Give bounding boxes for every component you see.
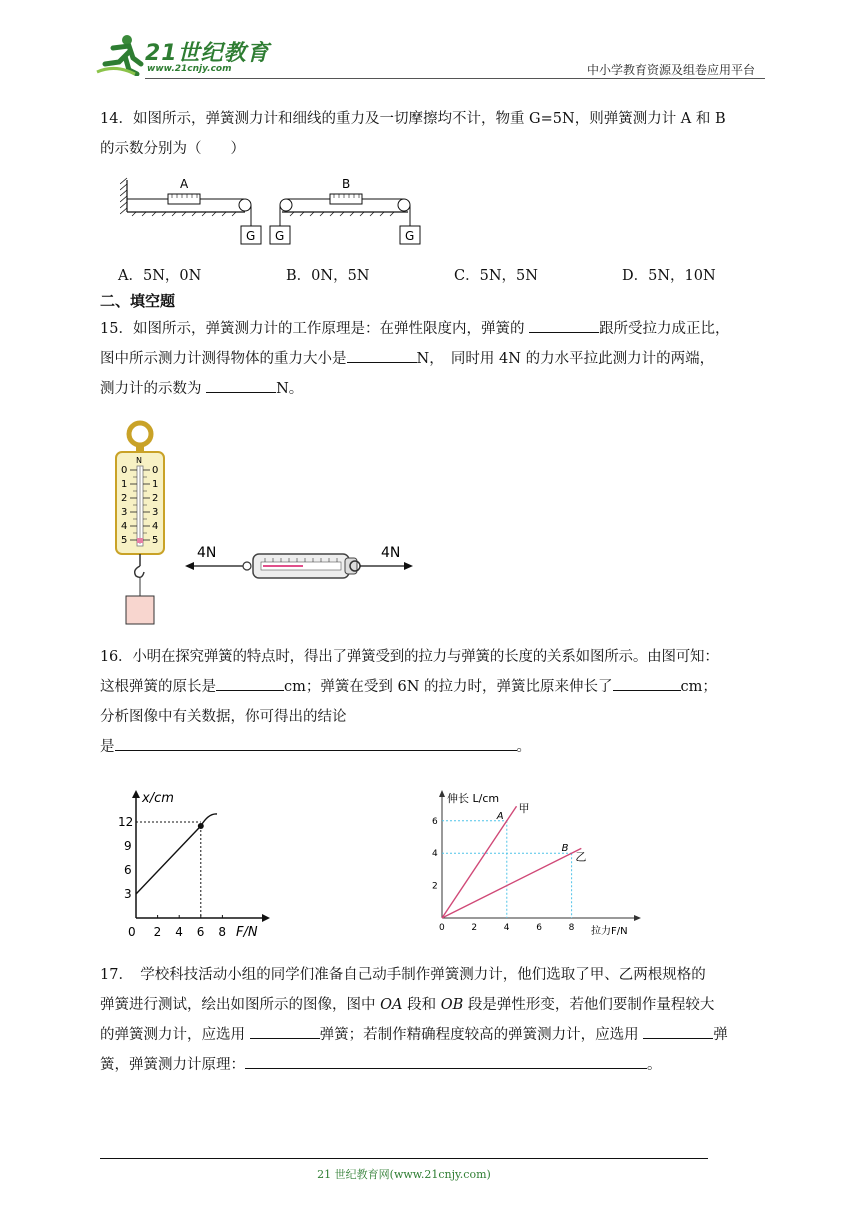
point-label-b: B xyxy=(561,843,569,855)
x-axis-label: F/N xyxy=(236,925,258,940)
x-tick-label: 4 xyxy=(175,925,183,939)
q16-line3: 分析图像中有关数据，你可得出的结论 xyxy=(100,709,347,725)
y-axis-label: 伸长 L/cm xyxy=(447,792,500,805)
footer-rule xyxy=(100,1158,708,1159)
series-jia-line xyxy=(442,806,517,918)
q16-blank-3[interactable] xyxy=(115,734,517,751)
q15-line3b: N。 xyxy=(276,381,304,397)
x-tick-label: 8 xyxy=(218,925,227,939)
scale-left-2: 2 xyxy=(121,493,128,504)
x-tick-label: 0 xyxy=(439,923,445,933)
scale-right-4: 4 xyxy=(152,521,159,532)
x-tick-label: 4 xyxy=(503,923,510,933)
x-tick-label: 2 xyxy=(471,923,478,933)
q14-option-a[interactable]: A．5N，0N xyxy=(118,268,202,284)
q16-line1: 16．小明在探究弹簧的特点时，得出了弹簧受到的拉力与弹簧的长度的关系如图所示。由图可知： xyxy=(100,649,719,665)
q15-line1b: 跟所受拉力成正比， xyxy=(599,321,730,337)
y-axis-arrow xyxy=(439,790,445,797)
q17-ob: OB xyxy=(440,997,464,1013)
q15-blank-1[interactable] xyxy=(529,316,599,333)
q17-line2a: 弹簧进行测试，绘出如图所示的图像，图中 xyxy=(100,997,376,1013)
y-tick-label: 3 xyxy=(124,887,132,901)
scale-unit: N xyxy=(136,456,142,465)
q16-line4b: 。 xyxy=(516,739,531,755)
vertical-spring-scale xyxy=(110,420,170,626)
scale-right-5: 5 xyxy=(152,535,159,546)
q14-option-d[interactable]: D．5N，10N xyxy=(622,268,716,284)
series-name-jia: 甲 xyxy=(518,802,530,816)
q17-line3c: 弹 xyxy=(713,1027,728,1043)
q17-oa: OA xyxy=(380,997,403,1013)
q16-blank-2[interactable] xyxy=(613,674,681,691)
weight-g-2: G xyxy=(275,229,285,243)
y-tick-label: 12 xyxy=(118,815,134,829)
scale-right-2: 2 xyxy=(152,493,159,504)
y-axis-arrow xyxy=(132,790,140,798)
q17-line3b: 弹簧；若制作精确程度较高的弹簧测力计，应选用 xyxy=(319,1027,639,1043)
y-tick-label: 6 xyxy=(124,863,132,877)
q14-option-c[interactable]: C．5N，5N xyxy=(454,268,538,284)
chart-spring-length xyxy=(118,782,278,942)
force-right-label: 4N xyxy=(381,545,401,561)
q17-line4a: 簧，弹簧测力计原理： xyxy=(100,1057,245,1073)
y-tick-label: 6 xyxy=(432,816,438,827)
header-rule xyxy=(145,78,765,79)
q17-line1: 17． 学校科技活动小组的同学们准备自己动手制作弹簧测力计，他们选取了甲、乙两根规格的 xyxy=(100,967,706,983)
q14-line2: 的示数分别为（ ） xyxy=(100,141,245,157)
q17-blank-1[interactable] xyxy=(250,1022,320,1039)
point-label-a: A xyxy=(496,810,504,822)
q17-blank-3[interactable] xyxy=(245,1052,647,1069)
q17-line4b: 。 xyxy=(647,1057,662,1073)
q14-option-b[interactable]: B．0N，5N xyxy=(286,268,370,284)
horizontal-spring-scale xyxy=(185,542,415,586)
runner-logo-icon xyxy=(95,34,145,76)
scale-left-1: 1 xyxy=(121,479,128,490)
q16-line2c: cm； xyxy=(680,679,717,695)
series-line xyxy=(136,826,201,894)
y-tick-label: 2 xyxy=(432,881,438,892)
x-tick-label: 6 xyxy=(196,925,205,939)
q15-line3a: 测力计的示数为 xyxy=(100,381,202,397)
q17-line2b: 段和 xyxy=(407,997,437,1013)
series-yi-line xyxy=(442,848,581,918)
q16-line2b: cm；弹簧在受到 6N 的拉力时，弹簧比原来伸长了 xyxy=(284,679,613,695)
q17-line3a: 的弹簧测力计，应选用 xyxy=(100,1027,245,1043)
spring-b-label: B xyxy=(342,177,351,191)
logo-text: 21世纪教育 xyxy=(145,41,270,66)
weight-g-3: G xyxy=(405,229,415,243)
x-axis-arrow xyxy=(262,914,270,922)
scale-right-3: 3 xyxy=(152,507,159,518)
x-tick-label: 6 xyxy=(536,923,542,933)
y-axis-label: x/cm xyxy=(142,791,174,806)
q16-line2a: 这根弹簧的原长是 xyxy=(100,679,216,695)
q15-blank-2[interactable] xyxy=(347,346,417,363)
x-tick-label: 8 xyxy=(568,923,575,933)
scale-left-0: 0 xyxy=(121,465,128,476)
section-heading: 二、填空题 xyxy=(100,292,176,310)
chart-spring-extension xyxy=(415,782,655,942)
scale-left-5: 5 xyxy=(121,535,128,546)
series-name-yi: 乙 xyxy=(575,850,587,864)
header xyxy=(95,30,765,80)
footer-text: 21 世纪教育网(www.21cnjy.com) xyxy=(317,1168,491,1181)
q17-line2c: 段是弹性形变，若他们要制作量程较大 xyxy=(467,997,715,1013)
y-tick-label: 9 xyxy=(124,839,132,853)
scale-left-3: 3 xyxy=(121,507,128,518)
x-tick-label: 0 xyxy=(128,925,136,939)
spring-a-label: A xyxy=(180,177,189,191)
q14-line1: 14．如图所示，弹簧测力计和细线的重力及一切摩擦均不计，物重 G=5N，则弹簧测力计 A 和 B xyxy=(100,111,726,127)
q14-figure xyxy=(120,174,430,246)
scale-left-4: 4 xyxy=(121,521,128,532)
platform-name: 中小学教育资源及组卷应用平台 xyxy=(586,63,755,77)
q16-blank-1[interactable] xyxy=(216,674,284,691)
q17-blank-2[interactable] xyxy=(643,1022,713,1039)
x-axis-arrow xyxy=(634,915,641,921)
scale-right-1: 1 xyxy=(152,479,159,490)
y-tick-label: 4 xyxy=(432,849,438,860)
weight-g-1: G xyxy=(246,229,256,243)
series-curve xyxy=(201,814,217,826)
x-tick-label: 2 xyxy=(153,925,162,939)
force-left-label: 4N xyxy=(197,545,217,561)
logo-url: www.21cnjy.com xyxy=(147,64,232,74)
scale-right-0: 0 xyxy=(152,465,159,476)
q15-line2a: 图中所示测力计测得物体的重力大小是 xyxy=(100,351,347,367)
q15-blank-3[interactable] xyxy=(206,376,276,393)
q15-line2b: N， 同时用 4N 的力水平拉此测力计的两端， xyxy=(416,351,715,367)
q16-line4a: 是 xyxy=(100,739,115,755)
x-axis-label: 拉力F/N xyxy=(591,926,628,937)
q15-line1a: 15．如图所示，弹簧测力计的工作原理是：在弹性限度内，弹簧的 xyxy=(100,321,525,337)
